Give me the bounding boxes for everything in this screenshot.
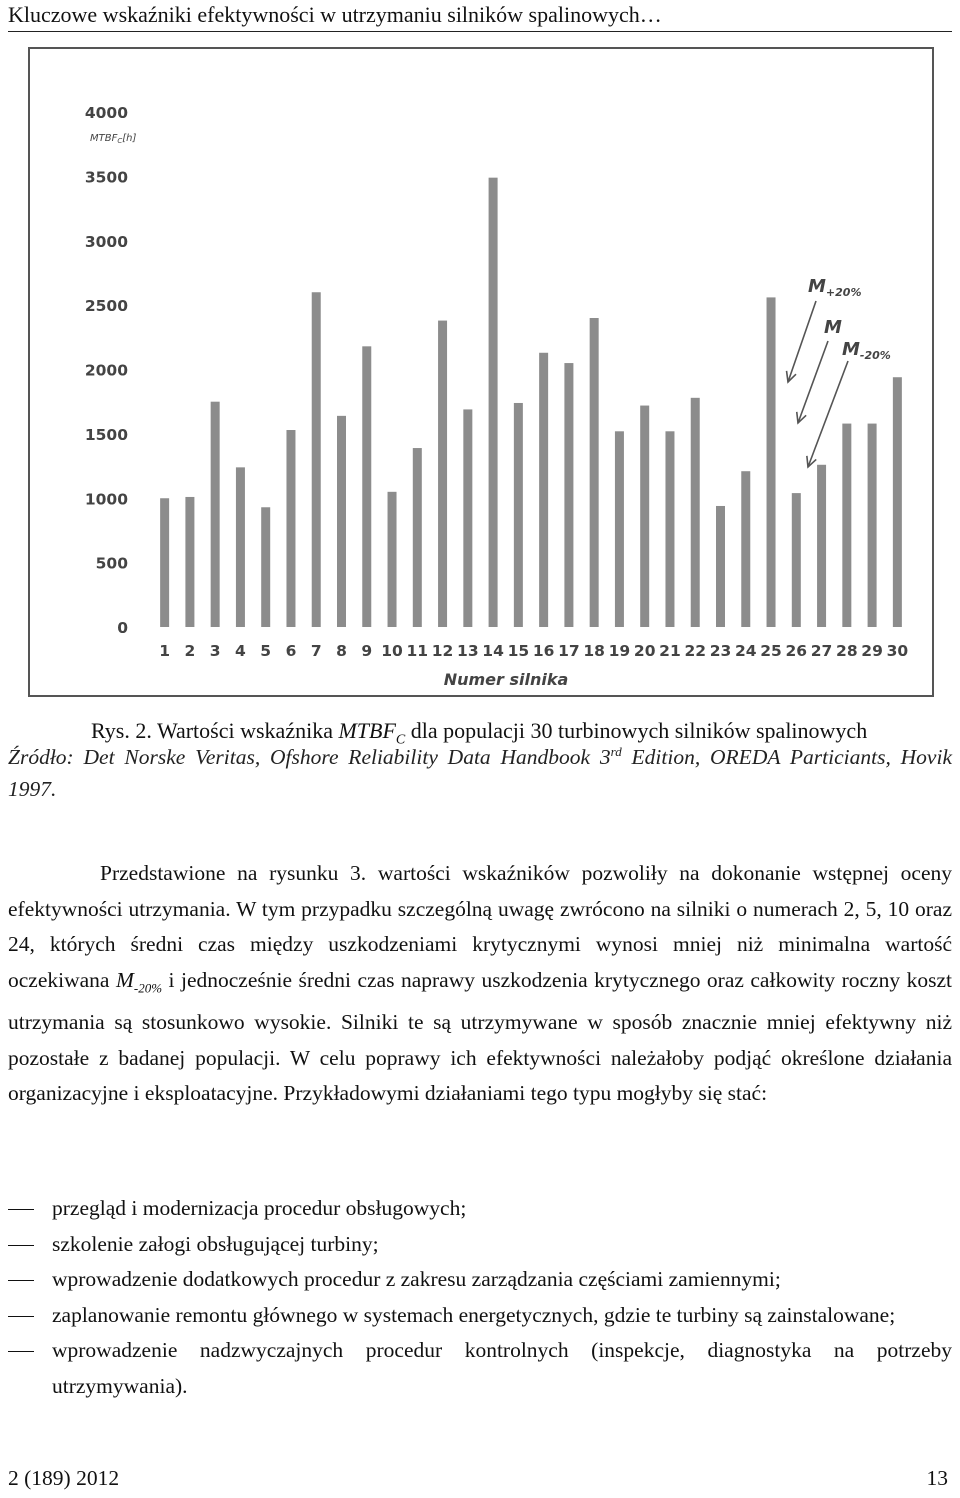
chart-bar (236, 467, 245, 627)
arrow-line (798, 341, 828, 423)
chart-bar (413, 448, 422, 627)
page-number: 13 (926, 1466, 948, 1490)
chart-bar (640, 406, 649, 627)
chart-bar (362, 346, 371, 627)
x-tick-label: 26 (785, 642, 808, 660)
chart-bar (261, 507, 270, 627)
x-tick-label: 14 (482, 642, 504, 660)
y-tick-label: 1500 (84, 425, 128, 444)
x-tick-label: 11 (406, 642, 429, 660)
x-tick-label: 16 (532, 642, 555, 660)
list-item: wprowadzenie dodatkowych procedur z zakresu zarządzania częściami zamiennymi; (8, 1262, 952, 1298)
x-tick-label: 22 (684, 642, 707, 660)
x-tick-label: 10 (381, 642, 403, 660)
dash-icon (8, 1245, 34, 1246)
y-axis-label: $MTBF_C[h]$ (90, 133, 137, 145)
x-tick-label: 6 (285, 642, 297, 660)
x-tick-label: 18 (583, 642, 605, 660)
x-tick-label: 4 (235, 642, 246, 660)
dash-icon (8, 1316, 34, 1317)
header-rule (8, 31, 952, 32)
y-tick-label: 0 (117, 619, 128, 637)
chart-bar (185, 497, 194, 627)
reference-line-label: $M_{+20\%}$ (808, 276, 862, 299)
chart-bar (514, 403, 523, 627)
chart-bar (842, 424, 851, 627)
dash-icon (8, 1209, 34, 1210)
x-tick-label: 7 (310, 642, 322, 660)
x-tick-label: 5 (260, 642, 272, 660)
y-tick-label: 4000 (84, 104, 128, 122)
running-header: Kluczowe wskaźniki efektywności w utrzymaniu silników spalinowych… (8, 2, 662, 27)
y-tick-label: 3000 (84, 232, 128, 251)
chart-bar (893, 377, 902, 627)
chart-bar (438, 321, 447, 627)
x-tick-label: 8 (336, 642, 347, 660)
x-tick-label: 1 (159, 642, 171, 660)
dash-icon (8, 1351, 34, 1352)
x-tick-label: 23 (709, 642, 732, 660)
x-tick-label: 30 (886, 642, 909, 660)
list-item: przegląd i modernizacja procedur obsługowych; (8, 1191, 952, 1227)
chart-bar (286, 430, 295, 627)
x-tick-label: 21 (659, 642, 681, 660)
chart-bar (792, 493, 801, 627)
figure-chart (28, 47, 934, 697)
x-tick-label: 25 (760, 642, 782, 660)
chart-bar (337, 416, 346, 627)
chart-bar (539, 353, 548, 627)
x-tick-label: 27 (810, 642, 833, 660)
chart-bar (564, 363, 573, 627)
y-tick-label: 1000 (84, 490, 128, 509)
footer-issue: 2 (189) 2012 (8, 1466, 120, 1490)
chart-bar (312, 292, 321, 627)
list-item: zaplanowanie remontu głównego w systemach energetycznych, gdzie te turbiny są zainstalowane; (8, 1298, 952, 1334)
chart-bar (868, 424, 877, 627)
x-tick-label: 13 (457, 642, 479, 660)
y-tick-label: 500 (95, 554, 128, 573)
x-tick-label: 24 (734, 642, 757, 660)
x-tick-label: 19 (608, 642, 631, 660)
chart-bar (665, 431, 674, 627)
list-item: szkolenie załogi obsługującej turbiny; (8, 1227, 952, 1263)
x-tick-label: 15 (507, 642, 530, 660)
bar-chart (30, 49, 932, 695)
chart-bar (615, 431, 624, 627)
figure-source: Źródło: Det Norske Veritas, Ofshore Reliability Data Handbook 3rd Edition, OREDA Particiants, Hovik 1997. (8, 744, 952, 802)
chart-bar (160, 498, 169, 627)
chart-bar (590, 318, 599, 627)
chart-bar (741, 471, 750, 627)
chart-bar (463, 409, 472, 627)
y-tick-label: 2500 (84, 297, 128, 316)
y-tick-label: 2000 (84, 361, 128, 380)
chart-bar (388, 492, 397, 627)
chart-bar (817, 465, 826, 627)
body-paragraph: Przedstawione na rysunku 3. wartości wskaźników pozwoliły na dokonanie wstępnej oceny efektywności utrzymania. W tym przypadku szczególną uwagę zwrócono na silniki o numerach 2, 5, 10 oraz 24, których średni czas między uszkodzeniami krytycznymi wynosi mniej niż minimalna wartość oczekiwana $M_{-20\%}$ i jednocześnie średni czas naprawy uszkodzenia krytycznego oraz całkowity roczny koszt utrzymania są stosunkowo wysokie. Silniki te są utrzymywane w sposób znacznie mniej efektywny niż pozostałe z badanej populacji. W celu poprawy ich efektywności należałoby podjąć określone działania organizacyjne i eksploatacyjne. Przykładowymi działaniami tego typu mogłyby się stać: (8, 861, 952, 1106)
chart-bar (691, 398, 700, 627)
chart-bar (489, 178, 498, 627)
x-tick-label: 3 (209, 642, 221, 660)
x-tick-label: 28 (836, 642, 858, 660)
arrow-line (808, 361, 848, 467)
x-tick-label: 20 (633, 642, 656, 660)
bullet-list (8, 1191, 952, 1404)
chart-bar (716, 506, 725, 627)
x-axis-label: Numer silnika (443, 670, 569, 689)
chart-bar (767, 297, 776, 627)
chart-bar (211, 402, 220, 627)
arrow-line (788, 301, 816, 382)
x-tick-label: 17 (558, 642, 580, 660)
x-tick-label: 12 (431, 642, 454, 660)
figure-caption: Rys. 2. Wartości wskaźnika $MTBF_C$ dla populacji 30 turbinowych silników spalinowych (91, 718, 868, 748)
reference-line-label: $M_{-20\%}$ (842, 339, 891, 362)
x-tick-label: 2 (184, 642, 196, 660)
reference-line-label: M (824, 317, 842, 338)
x-tick-label: 29 (861, 642, 883, 660)
list-item: wprowadzenie nadzwyczajnych procedur kontrolnych (inspekcje, diagnostyka na potrzeby utrzymywania). (8, 1333, 952, 1404)
x-tick-label: 9 (361, 642, 373, 660)
y-tick-label: 3500 (84, 168, 128, 187)
dash-icon (8, 1280, 34, 1281)
